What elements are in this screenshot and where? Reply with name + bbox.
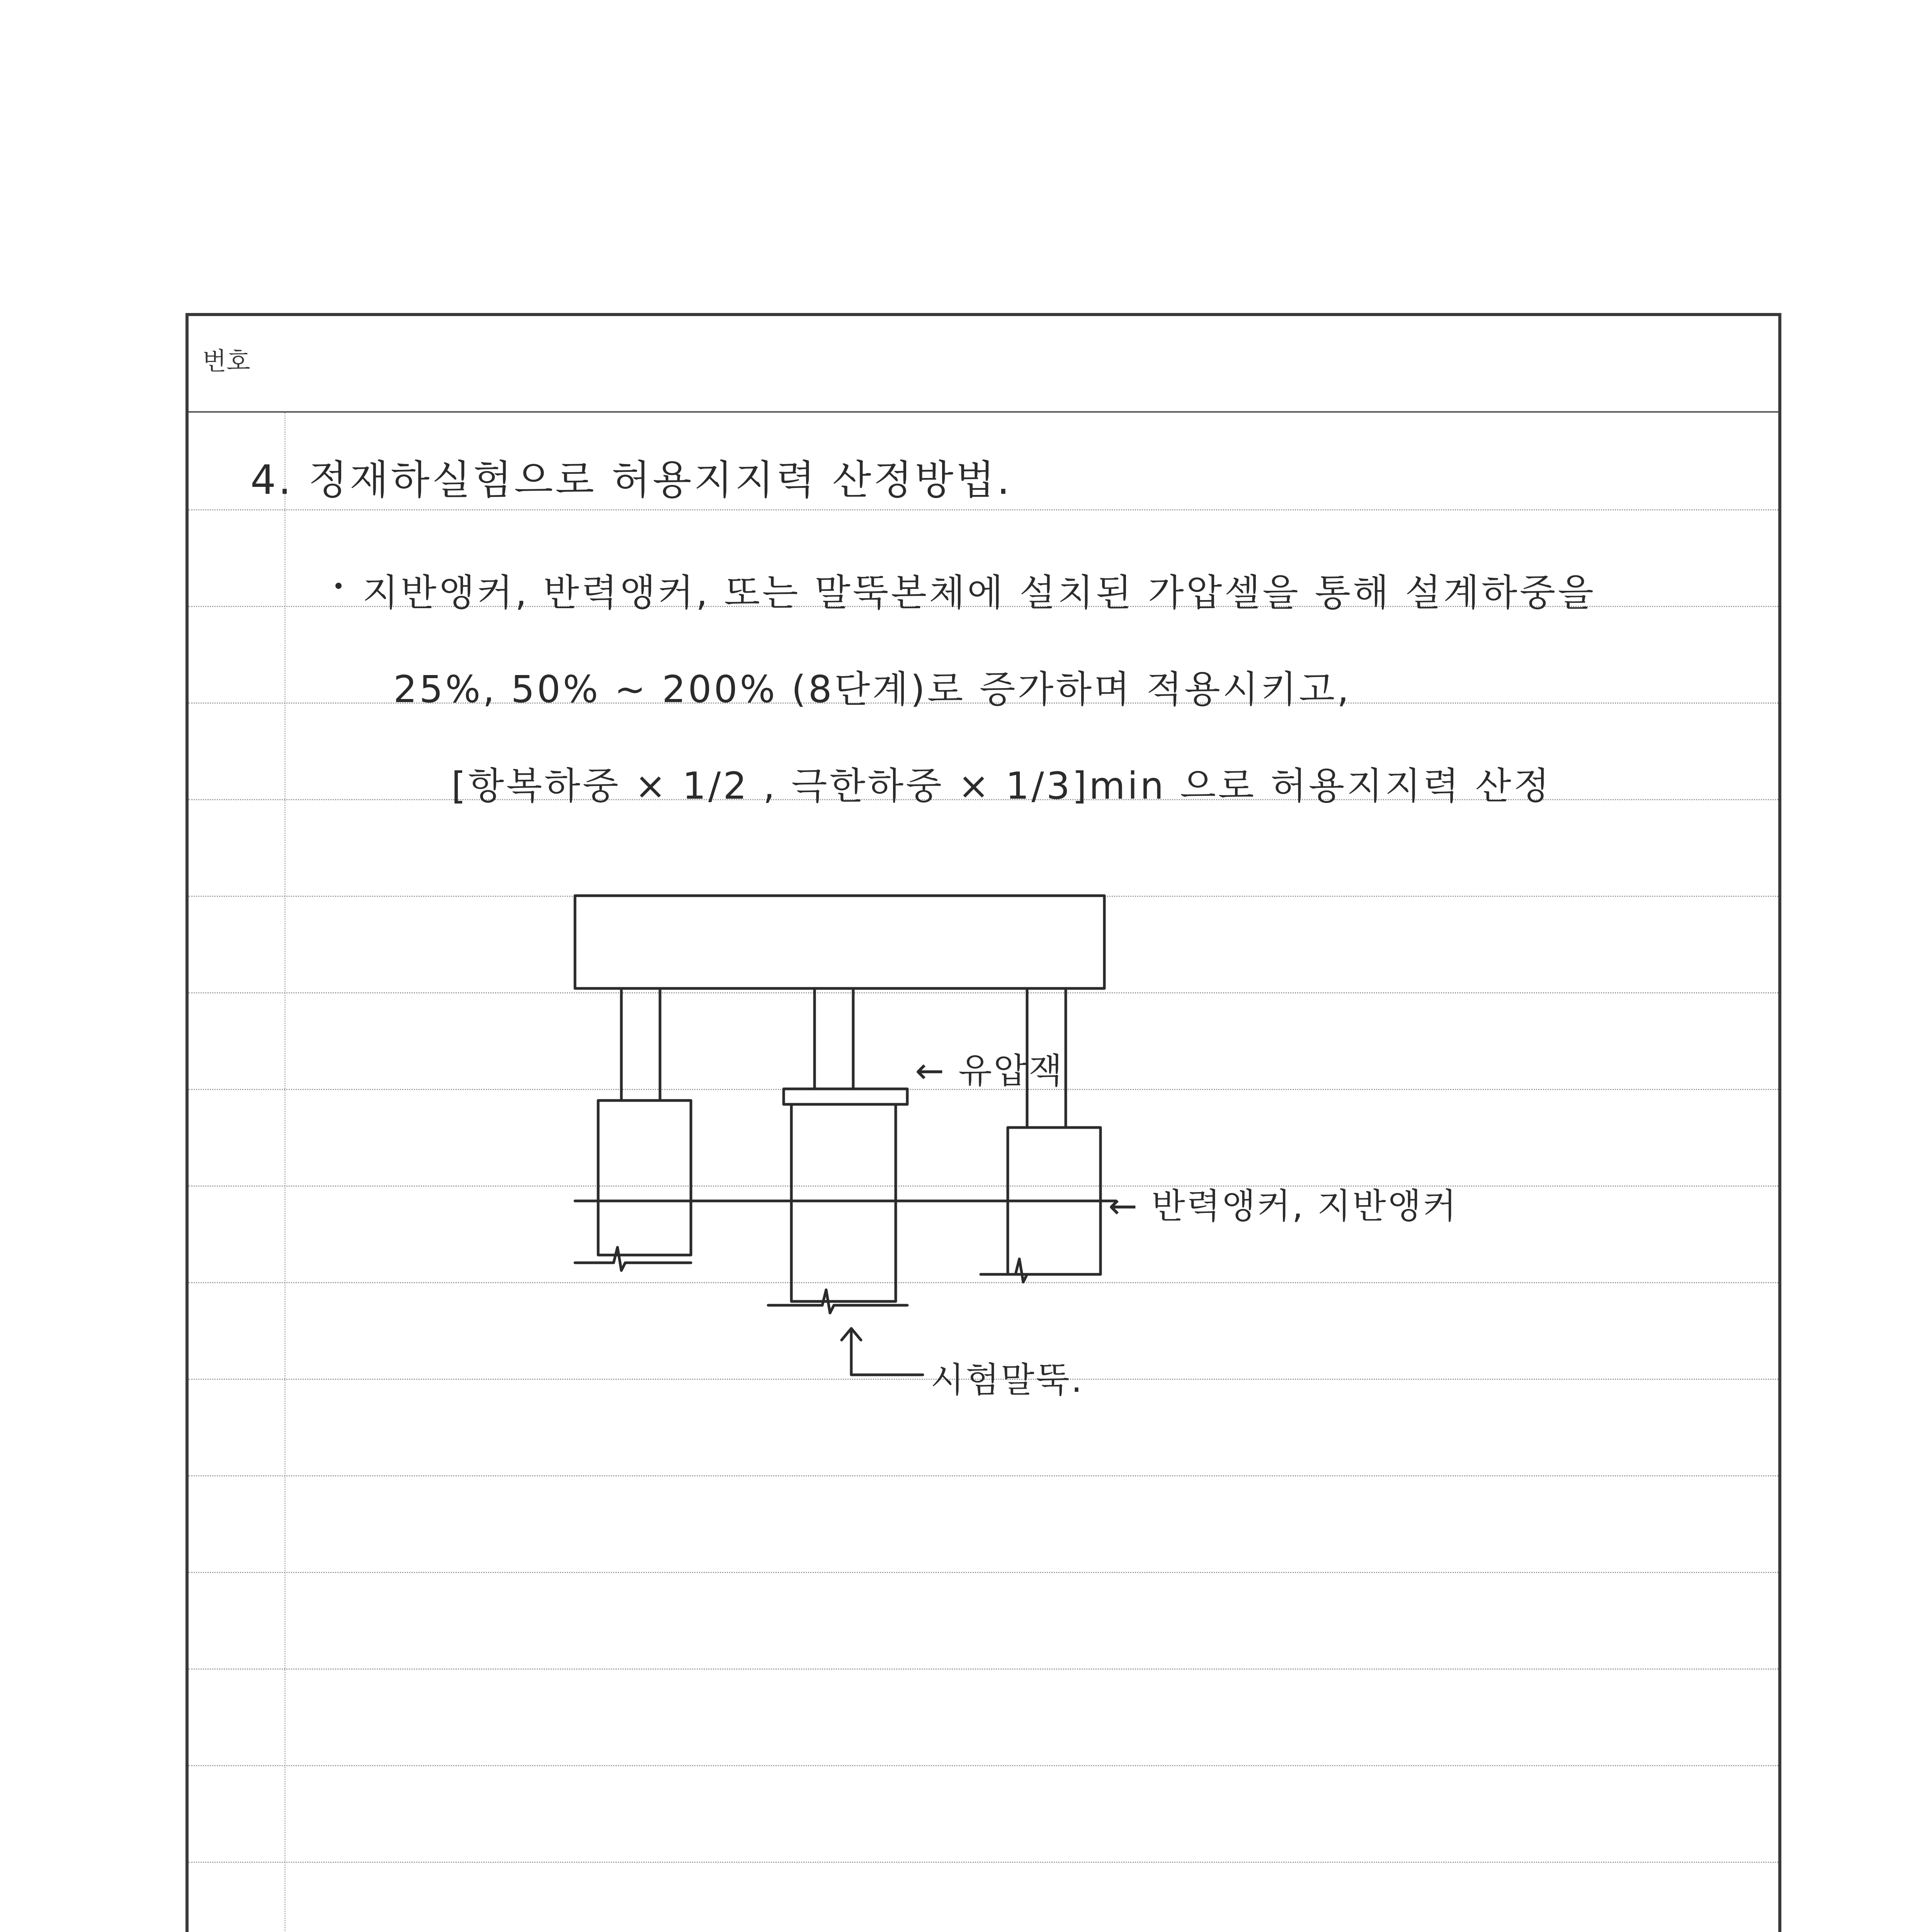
- number-label: 번호: [202, 347, 250, 376]
- reaction-beam: [575, 896, 1104, 988]
- left-base: [575, 1247, 691, 1270]
- load-test-diagram: [189, 316, 1784, 1932]
- answer-line-2: 25%, 50% ~ 200% (8단계)로 증가하며 적용시키고,: [393, 668, 1351, 711]
- answer-line-3: [항복하중 × 1/2 , 극한하중 × 1/3]min 으로 허용지지력 산정: [451, 764, 1552, 808]
- answer-sheet: [185, 313, 1781, 1932]
- label-test-pile: 시험말뚝.: [930, 1360, 1084, 1400]
- label-reaction-anchor: ← 반력앵커, 지반앵커: [1108, 1186, 1458, 1226]
- test-pile: [791, 1104, 896, 1301]
- label-hydraulic-jack: ← 유압잭: [915, 1051, 1064, 1091]
- answer-heading: 4. 정재하실험으로 허용지지력 산정방법.: [250, 456, 1012, 503]
- answer-line-1: 지반앵커, 반력앵커, 또는 말뚝본체에 설치된 가압셀을 통해 설계하중을: [362, 571, 1596, 614]
- left-anchor: [598, 1100, 691, 1255]
- bearing-plate: [784, 1089, 907, 1104]
- right-base: [981, 1259, 1101, 1282]
